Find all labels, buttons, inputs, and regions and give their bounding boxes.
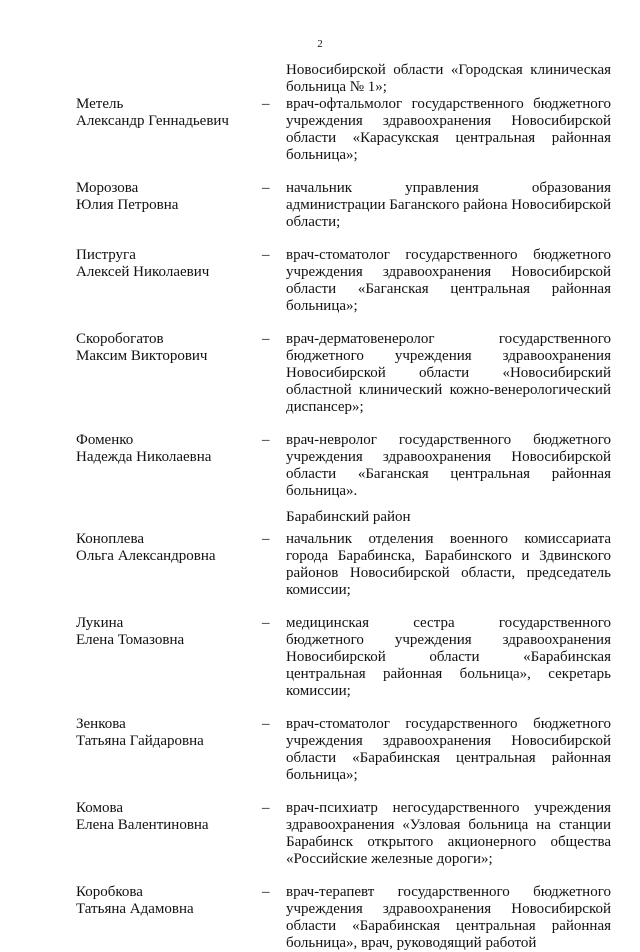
member-position: медицинская сестра государственного бюджетного учреждения здравоохранения Новосибирской области «Барабинская центральная районная больница», секретарь комиссии;	[286, 615, 611, 699]
member-entry	[0, 800, 640, 868]
member-position: врач-терапевт государственного бюджетного учреждения здравоохранения Новосибирской области «Барабинская центральная районная больница», врач, руководящий работой	[286, 884, 611, 951]
dash-separator: –	[262, 331, 270, 347]
member-surname: Зенкова	[76, 716, 126, 732]
dash-separator: –	[262, 180, 270, 196]
commission-member-list	[0, 96, 640, 952]
member-surname: Скоробогатов	[76, 331, 164, 347]
member-entry	[0, 716, 640, 784]
member-surname: Комова	[76, 800, 124, 816]
member-given-name: Александр Геннадьевич	[76, 113, 229, 129]
member-name	[76, 180, 251, 214]
dash-separator: –	[262, 716, 270, 732]
member-name	[76, 432, 251, 466]
member-name	[76, 247, 251, 281]
dash-separator: –	[262, 531, 270, 547]
dash-separator: –	[262, 800, 270, 816]
member-given-name: Ольга Александровна	[76, 548, 216, 564]
member-entry	[0, 96, 640, 164]
member-name	[76, 716, 251, 750]
member-surname: Морозова	[76, 180, 139, 196]
dash-separator: –	[262, 96, 270, 112]
member-name	[76, 800, 251, 834]
district-heading: Барабинский район	[286, 509, 411, 525]
member-given-name: Татьяна Адамовна	[76, 901, 194, 917]
member-entry	[0, 884, 640, 952]
member-position: начальник управления образования администрации Баганского района Новосибирской области;	[286, 180, 611, 230]
member-position: врач-стоматолог государственного бюджетного учреждения здравоохранения Новосибирской области «Баганская центральная районная больница»;	[286, 247, 611, 314]
member-surname: Лукина	[76, 615, 124, 631]
member-entry	[0, 531, 640, 599]
member-position: врач-дерматовенеролог государственного бюджетного учреждения здравоохранения Новосибирской области «Новосибирский областной клинический кожно-венерологический диспансер»;	[286, 331, 611, 415]
member-entry	[0, 331, 640, 416]
member-entry	[0, 180, 640, 231]
member-name	[76, 884, 251, 918]
dash-separator: –	[262, 884, 270, 900]
member-given-name: Надежда Николаевна	[76, 449, 212, 465]
dash-separator: –	[262, 432, 270, 448]
member-position: врач-стоматолог государственного бюджетного учреждения здравоохранения Новосибирской области «Барабинская центральная районная больница»;	[286, 716, 611, 783]
member-given-name: Алексей Николаевич	[76, 264, 210, 280]
member-surname: Коробкова	[76, 884, 143, 900]
member-entry	[0, 247, 640, 315]
member-position: врач-психиатр негосударственного учреждения здравоохранения «Узловая больница на станции Барабинск открытого акционерного общества «Российские железные дороги»;	[286, 800, 611, 867]
member-given-name: Юлия Петровна	[76, 197, 179, 213]
dash-separator: –	[262, 247, 270, 263]
member-surname: Пиструга	[76, 247, 136, 263]
member-entry	[0, 615, 640, 700]
member-surname: Коноплева	[76, 531, 144, 547]
member-position: начальник отделения военного комиссариата города Барабинска, Барабинского и Здвинского районов Новосибирской области, председатель комиссии;	[286, 531, 611, 598]
page-number: 2	[317, 38, 323, 50]
member-given-name: Елена Валентиновна	[76, 817, 209, 833]
continued-text: Новосибирской области «Городская клиническая больница № 1»;	[286, 62, 611, 95]
member-entry	[0, 432, 640, 500]
member-name	[76, 615, 251, 649]
member-given-name: Максим Викторович	[76, 348, 208, 364]
member-name	[76, 531, 251, 565]
member-position: врач-офтальмолог государственного бюджетного учреждения здравоохранения Новосибирской области «Карасукская центральная районная больница»;	[286, 96, 611, 163]
dash-separator: –	[262, 615, 270, 631]
member-name	[76, 331, 251, 365]
member-surname: Метель	[76, 96, 124, 112]
member-given-name: Татьяна Гайдаровна	[76, 733, 204, 749]
member-given-name: Елена Томазовна	[76, 632, 185, 648]
member-position: врач-невролог государственного бюджетного учреждения здравоохранения Новосибирской области «Баганская центральная районная больница».	[286, 432, 611, 499]
member-surname: Фоменко	[76, 432, 134, 448]
member-name	[76, 96, 251, 130]
